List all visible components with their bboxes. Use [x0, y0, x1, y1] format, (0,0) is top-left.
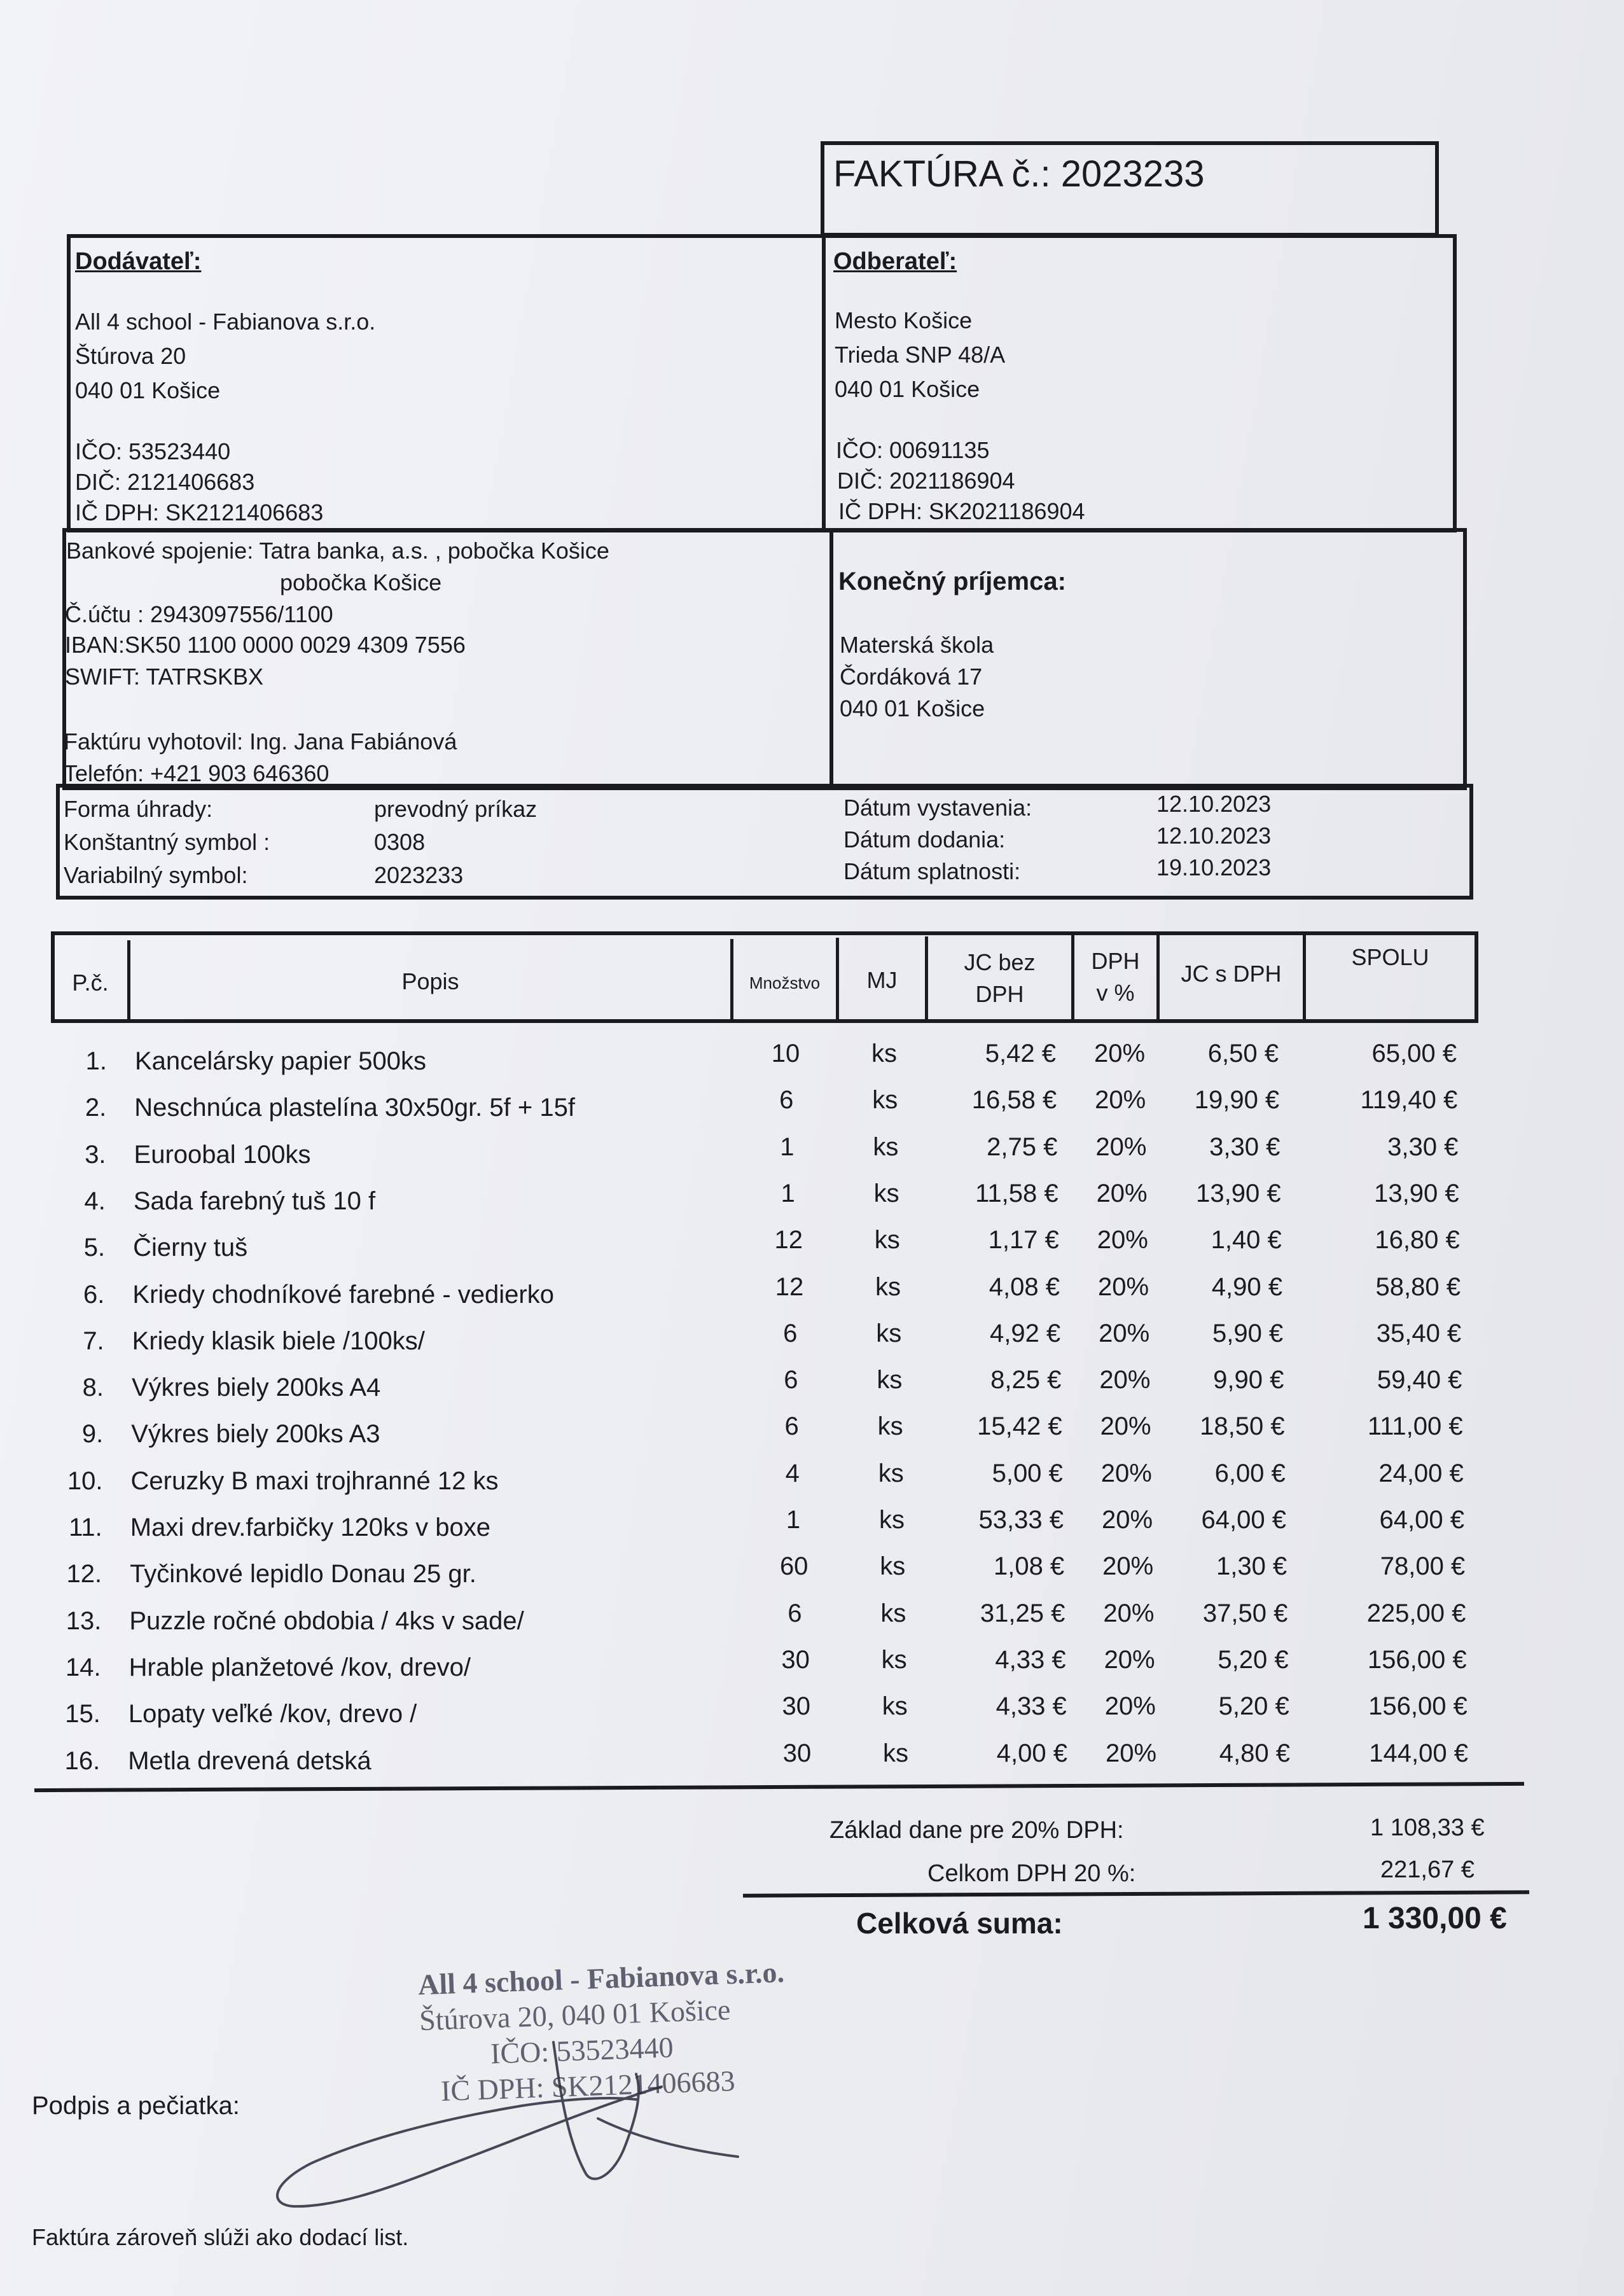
grand-total-label: Celková suma:: [856, 1907, 1063, 1940]
cell-popis: Výkres biely 200ks A3: [131, 1420, 380, 1449]
cell-qty: 1: [781, 1179, 795, 1207]
due-date-label: Dátum splatnosti:: [843, 858, 1021, 884]
cell-pc: 9.: [81, 1420, 104, 1449]
cell-dph: 20%: [1099, 1366, 1151, 1395]
vat-value: 221,67 €: [1380, 1856, 1475, 1883]
cell-pc: 4.: [84, 1186, 106, 1215]
customer-city: 040 01 Košice: [835, 376, 980, 402]
cell-mj: ks: [883, 1739, 908, 1767]
recipient-heading: Konečný príjemca:: [838, 567, 1066, 595]
cell-dph: 20%: [1093, 1040, 1146, 1068]
cell-jc-s-dph: 64,00 €: [1201, 1506, 1286, 1534]
issued-by: Faktúru vyhotovil: Ing. Jana Fabiánová: [64, 728, 457, 755]
cell-jc-bez-dph: 11,58 €: [975, 1179, 1058, 1207]
vat-label: Celkom DPH 20 %:: [927, 1860, 1136, 1887]
cell-popis: Puzzle ročné obdobia / 4ks v sade/: [129, 1606, 524, 1635]
cell-jc-s-dph: 5,90 €: [1212, 1319, 1284, 1347]
cell-mj: ks: [877, 1412, 903, 1441]
cell-dph: 20%: [1095, 1086, 1146, 1115]
payment-method-value: prevodný príkaz: [374, 796, 538, 822]
cell-jc-s-dph: 1,30 €: [1216, 1552, 1287, 1581]
cell-qty: 6: [784, 1412, 799, 1441]
cell-spolu: 111,00 €: [1367, 1412, 1463, 1441]
table-row: [0, 1412, 1624, 1456]
tax-base-label: Základ dane pre 20% DPH:: [829, 1817, 1124, 1844]
cell-dph: 20%: [1104, 1645, 1155, 1674]
signature-label: Podpis a pečiatka:: [32, 2092, 240, 2120]
cell-mj: ks: [872, 1086, 898, 1115]
cell-mj: ks: [880, 1599, 906, 1627]
cell-pc: 8.: [82, 1374, 104, 1402]
bank-iban: IBAN:SK50 1100 0000 0029 4309 7556: [65, 632, 466, 658]
col-jc-bez-1: JC bez: [964, 949, 1036, 975]
cell-jc-bez-dph: 53,33 €: [978, 1506, 1064, 1534]
constant-symbol-value: 0308: [374, 829, 426, 855]
table-row: [0, 1319, 1624, 1363]
delivery-date-value: 12.10.2023: [1156, 823, 1272, 849]
delivery-date-label: Dátum dodania:: [843, 826, 1006, 852]
issue-date-label: Dátum vystavenia:: [843, 795, 1032, 821]
col-spolu: SPOLU: [1351, 944, 1429, 970]
cell-jc-s-dph: 13,90 €: [1196, 1179, 1281, 1207]
cell-dph: 20%: [1099, 1319, 1150, 1347]
table-row: [0, 1226, 1624, 1269]
cell-qty: 10: [771, 1040, 800, 1068]
cell-dph: 20%: [1097, 1226, 1148, 1255]
table-row: [0, 1086, 1624, 1129]
cell-mj: ks: [878, 1459, 904, 1487]
table-row: [0, 1459, 1624, 1503]
cell-qty: 60: [779, 1552, 809, 1581]
recipient-street: Čordáková 17: [840, 664, 983, 690]
table-row: [0, 1692, 1624, 1736]
parties-box: [67, 234, 1457, 532]
cell-dph: 20%: [1101, 1506, 1153, 1534]
cell-qty: 12: [775, 1272, 804, 1301]
cell-popis: Kriedy chodníkové farebné - vedierko: [132, 1280, 554, 1309]
cell-popis: Kancelársky papier 500ks: [135, 1047, 427, 1075]
cell-popis: Metla drevená detská: [128, 1746, 371, 1775]
cell-popis: Lopaty veľké /kov, drevo /: [128, 1700, 417, 1729]
cell-jc-bez-dph: 31,25 €: [980, 1599, 1065, 1627]
recipient-name: Materská škola: [840, 632, 994, 658]
cell-qty: 12: [774, 1226, 803, 1255]
cell-pc: 6.: [83, 1280, 105, 1309]
issue-date-value: 12.10.2023: [1156, 791, 1272, 817]
cell-spolu: 65,00 €: [1371, 1040, 1457, 1068]
cell-popis: Kriedy klasik biele /100ks/: [132, 1326, 425, 1355]
table-row: [0, 1506, 1624, 1549]
cell-pc: 12.: [66, 1560, 102, 1589]
cell-jc-s-dph: 37,50 €: [1202, 1599, 1288, 1627]
payment-method-label: Forma úhrady:: [64, 796, 213, 822]
cell-pc: 1.: [85, 1047, 107, 1075]
cell-spolu: 13,90 €: [1374, 1179, 1459, 1207]
bank-divider: [829, 528, 833, 790]
cell-dph: 20%: [1100, 1459, 1152, 1487]
cell-jc-bez-dph: 4,08 €: [989, 1272, 1060, 1301]
cell-mj: ks: [876, 1319, 902, 1347]
customer-name: Mesto Košice: [835, 307, 973, 333]
cell-mj: ks: [873, 1179, 899, 1207]
cell-dph: 20%: [1105, 1739, 1157, 1767]
footer-note: Faktúra zároveň slúži ako dodací list.: [32, 2224, 409, 2250]
table-row: [0, 1132, 1624, 1176]
cell-jc-s-dph: 9,90 €: [1213, 1366, 1284, 1395]
cell-popis: Ceruzky B maxi trojhranné 12 ks: [130, 1466, 499, 1495]
col-dph-1: DPH: [1091, 948, 1140, 974]
table-row: [0, 1739, 1624, 1783]
cell-pc: 14.: [66, 1653, 101, 1681]
cell-dph: 20%: [1095, 1132, 1147, 1161]
handwritten-signature: [254, 1947, 827, 2220]
cell-mj: ks: [871, 1040, 897, 1068]
col-dph-2: v %: [1096, 980, 1135, 1006]
cell-qty: 4: [785, 1459, 800, 1487]
cell-jc-s-dph: 3,30 €: [1209, 1132, 1280, 1161]
cell-jc-bez-dph: 2,75 €: [987, 1132, 1058, 1161]
cell-qty: 30: [782, 1692, 811, 1721]
cell-pc: 13.: [66, 1606, 102, 1635]
cell-spolu: 35,40 €: [1376, 1319, 1462, 1347]
cell-dph: 20%: [1100, 1412, 1151, 1441]
cell-jc-bez-dph: 8,25 €: [990, 1366, 1062, 1395]
phone: Telefón: +421 903 646360: [64, 760, 330, 786]
supplier-dic: DIČ: 2121406683: [75, 469, 255, 495]
table-row: [0, 1599, 1624, 1643]
cell-qty: 30: [782, 1739, 812, 1767]
cell-spolu: 16,80 €: [1375, 1226, 1460, 1255]
cell-pc: 5.: [83, 1234, 106, 1262]
cell-spolu: 156,00 €: [1368, 1692, 1468, 1721]
tax-base-value: 1 108,33 €: [1370, 1814, 1485, 1841]
cell-pc: 15.: [65, 1700, 101, 1729]
bank-line1: Bankové spojenie: Tatra banka, a.s. , pobočka Košice: [66, 538, 609, 564]
col-jc-bez-2: DPH: [975, 981, 1024, 1007]
table-row: [0, 1040, 1624, 1083]
cell-jc-bez-dph: 4,33 €: [996, 1692, 1067, 1721]
col-mj: MJ: [866, 967, 898, 993]
cell-jc-s-dph: 5,20 €: [1218, 1645, 1289, 1674]
cell-popis: Maxi drev.farbičky 120ks v boxe: [130, 1513, 490, 1541]
supplier-heading: Dodávateľ:: [75, 248, 202, 275]
customer-dic: DIČ: 2021186904: [837, 468, 1015, 494]
cell-mj: ks: [881, 1645, 907, 1674]
cell-popis: Čierny tuš: [133, 1234, 248, 1262]
cell-jc-bez-dph: 5,42 €: [985, 1040, 1056, 1068]
cell-pc: 3.: [85, 1140, 106, 1169]
cell-jc-bez-dph: 16,58 €: [971, 1086, 1057, 1115]
supplier-ico: IČO: 53523440: [75, 438, 231, 464]
bank-account: Č.účtu : 2943097556/1100: [65, 601, 333, 627]
col-pc: P.č.: [72, 970, 109, 996]
cell-jc-s-dph: 6,00 €: [1214, 1459, 1286, 1487]
cell-qty: 1: [786, 1506, 801, 1534]
cell-mj: ks: [877, 1366, 903, 1395]
cell-popis: Hrable planžetové /kov, drevo/: [128, 1653, 471, 1681]
cell-spolu: 119,40 €: [1360, 1086, 1458, 1115]
bank-line2: pobočka Košice: [280, 569, 442, 595]
variable-symbol-value: 2023233: [374, 862, 464, 888]
table-row: [0, 1552, 1624, 1596]
cell-spolu: 24,00 €: [1378, 1459, 1464, 1487]
cell-dph: 20%: [1102, 1552, 1154, 1581]
cell-mj: ks: [875, 1272, 901, 1301]
cell-qty: 6: [779, 1086, 794, 1115]
cell-jc-s-dph: 4,90 €: [1211, 1272, 1282, 1301]
cell-qty: 30: [781, 1645, 810, 1674]
customer-street: Trieda SNP 48/A: [835, 342, 1006, 368]
company-stamp: All 4 school - Fabianova s.r.o. Štúrova 20, 040 01 Košice IČO: 53523440 IČ DPH: SK2121406683: [417, 1956, 785, 2108]
cell-spolu: 78,00 €: [1380, 1552, 1466, 1581]
recipient-city: 040 01 Košice: [840, 695, 985, 721]
cell-jc-s-dph: 19,90 €: [1194, 1086, 1280, 1115]
cell-dph: 20%: [1104, 1692, 1156, 1721]
cell-qty: 6: [784, 1366, 798, 1395]
cell-pc: 10.: [67, 1466, 103, 1495]
cell-dph: 20%: [1097, 1272, 1149, 1301]
cell-qty: 1: [780, 1132, 795, 1161]
col-popis: Popis: [401, 968, 459, 994]
col-mnozstvo: Množstvo: [749, 973, 821, 992]
cell-pc: 16.: [64, 1746, 101, 1775]
cell-jc-bez-dph: 15,42 €: [977, 1412, 1062, 1441]
cell-popis: Výkres biely 200ks A4: [131, 1374, 381, 1402]
cell-spolu: 58,80 €: [1375, 1272, 1461, 1301]
cell-jc-bez-dph: 4,92 €: [989, 1319, 1061, 1347]
cell-jc-bez-dph: 5,00 €: [992, 1459, 1063, 1487]
cell-spolu: 225,00 €: [1366, 1599, 1466, 1627]
customer-icdph: IČ DPH: SK2021186904: [838, 498, 1085, 524]
cell-pc: 7.: [83, 1326, 104, 1355]
variable-symbol-label: Variabilný symbol:: [64, 862, 248, 888]
cell-spolu: 59,40 €: [1377, 1366, 1462, 1395]
cell-spolu: 64,00 €: [1379, 1506, 1464, 1534]
table-row: [0, 1272, 1624, 1316]
cell-spolu: 3,30 €: [1387, 1132, 1459, 1161]
col-jc-s: JC s DPH: [1181, 961, 1282, 987]
cell-jc-bez-dph: 4,33 €: [995, 1645, 1066, 1674]
supplier-icdph: IČ DPH: SK2121406683: [75, 499, 324, 525]
cell-qty: 6: [788, 1599, 802, 1627]
cell-spolu: 156,00 €: [1367, 1645, 1467, 1674]
cell-popis: Euroobal 100ks: [134, 1140, 311, 1169]
cell-pc: 11.: [69, 1513, 102, 1541]
cell-qty: 6: [783, 1319, 798, 1347]
cell-mj: ks: [879, 1506, 905, 1534]
parties-divider: [822, 234, 826, 532]
cell-popis: Neschnúca plastelína 30x50gr. 5f + 15f: [134, 1094, 575, 1122]
cell-dph: 20%: [1096, 1179, 1148, 1207]
cell-mj: ks: [882, 1692, 908, 1721]
table-row: [0, 1645, 1624, 1689]
cell-jc-s-dph: 18,50 €: [1200, 1412, 1285, 1441]
supplier-name: All 4 school - Fabianova s.r.o.: [75, 309, 376, 335]
cell-mj: ks: [874, 1226, 900, 1255]
table-row: [0, 1179, 1624, 1223]
table-row: [0, 1366, 1624, 1409]
cell-mj: ks: [873, 1132, 899, 1161]
cell-jc-bez-dph: 4,00 €: [996, 1739, 1067, 1767]
cell-popis: Sada farebný tuš 10 f: [133, 1186, 376, 1215]
grand-total-value: 1 330,00 €: [1363, 1902, 1507, 1935]
customer-ico: IČO: 00691135: [836, 437, 990, 463]
cell-jc-bez-dph: 1,08 €: [993, 1552, 1065, 1581]
cell-jc-bez-dph: 1,17 €: [988, 1226, 1059, 1255]
cell-spolu: 144,00 €: [1369, 1739, 1468, 1767]
customer-heading: Odberateľ:: [833, 248, 957, 275]
cell-jc-s-dph: 4,80 €: [1219, 1739, 1290, 1767]
cell-jc-s-dph: 6,50 €: [1207, 1040, 1279, 1068]
cell-mj: ks: [880, 1552, 906, 1581]
bank-swift: SWIFT: TATRSKBX: [65, 664, 264, 690]
supplier-street: Štúrova 20: [75, 343, 186, 369]
cell-pc: 2.: [85, 1094, 107, 1122]
constant-symbol-label: Konštantný symbol :: [64, 829, 270, 855]
cell-jc-s-dph: 5,20 €: [1218, 1692, 1289, 1721]
due-date-value: 19.10.2023: [1156, 854, 1272, 880]
cell-popis: Tyčinkové lepidlo Donau 25 gr.: [130, 1560, 476, 1589]
cell-dph: 20%: [1103, 1599, 1155, 1627]
invoice-title: FAKTÚRA č.: 2023233: [833, 153, 1205, 195]
cell-jc-s-dph: 1,40 €: [1211, 1226, 1282, 1255]
supplier-city: 040 01 Košice: [75, 377, 221, 403]
